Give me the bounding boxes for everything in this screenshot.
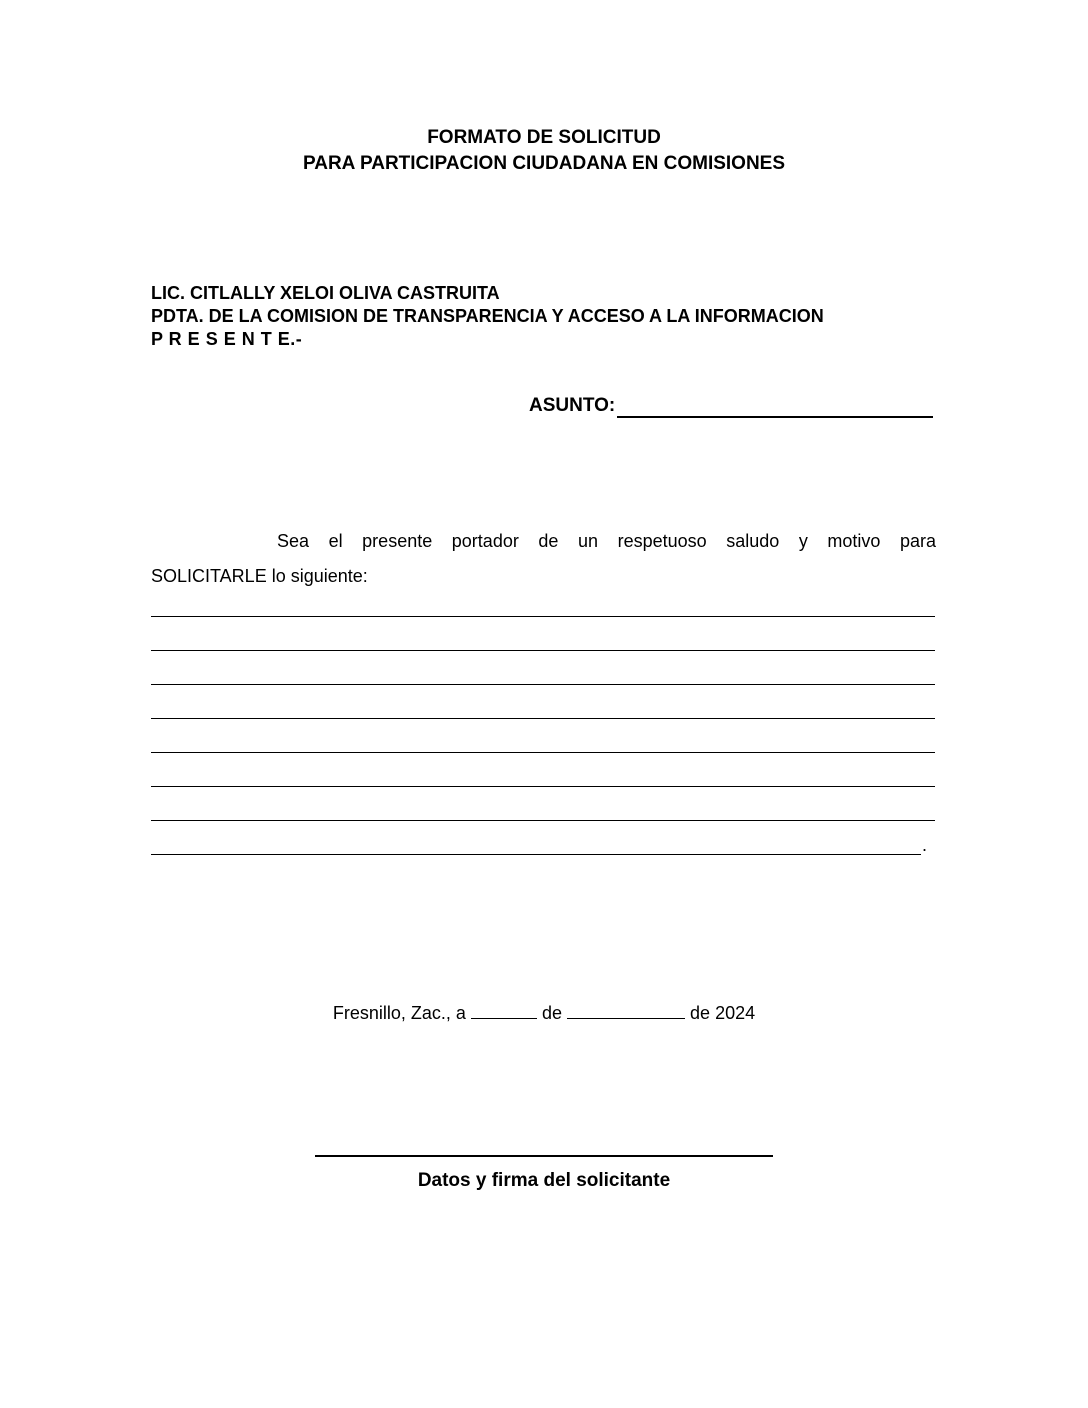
recipient-name: LIC. CITLALLY XELOI OLIVA CASTRUITA	[151, 283, 500, 303]
fill-line	[151, 616, 935, 617]
recipient-greeting: P R E S E N T E.-	[151, 329, 303, 349]
date-connector: de	[541, 1003, 562, 1023]
subject-field[interactable]	[617, 398, 933, 418]
document-subtitle: PARA PARTICIPACION CIUDADANA EN COMISIONES	[302, 153, 786, 174]
subject-label: ASUNTO:	[529, 395, 616, 416]
fill-line	[151, 684, 935, 685]
date-connector: de	[690, 1003, 711, 1023]
body-paragraph-line2: SOLICITARLE lo siguiente:	[151, 566, 368, 586]
fill-line	[151, 718, 935, 719]
fill-line	[151, 854, 921, 855]
date-line	[0, 1001, 1088, 1025]
date-year: 2024	[715, 1003, 756, 1023]
subject-row	[529, 394, 933, 418]
document-title: FORMATO DE SOLICITUD	[427, 127, 661, 148]
date-month-field[interactable]	[567, 1002, 685, 1019]
body-paragraph-line1: Sea el presente portador de un respetuoso saludo y motivo para	[277, 531, 936, 551]
fill-line	[151, 786, 935, 787]
signature-line[interactable]	[315, 1155, 773, 1157]
fill-line	[151, 752, 935, 753]
fill-line	[151, 650, 935, 651]
date-prefix: Fresnillo, Zac., a	[332, 1003, 466, 1023]
fill-line	[151, 820, 935, 821]
recipient-position: PDTA. DE LA COMISION DE TRANSPARENCIA Y ACCESO A LA INFORMACION	[151, 306, 824, 326]
date-day-field[interactable]	[471, 1002, 537, 1019]
end-mark: .	[922, 835, 928, 855]
signature-label: Datos y firma del solicitante	[417, 1170, 671, 1191]
